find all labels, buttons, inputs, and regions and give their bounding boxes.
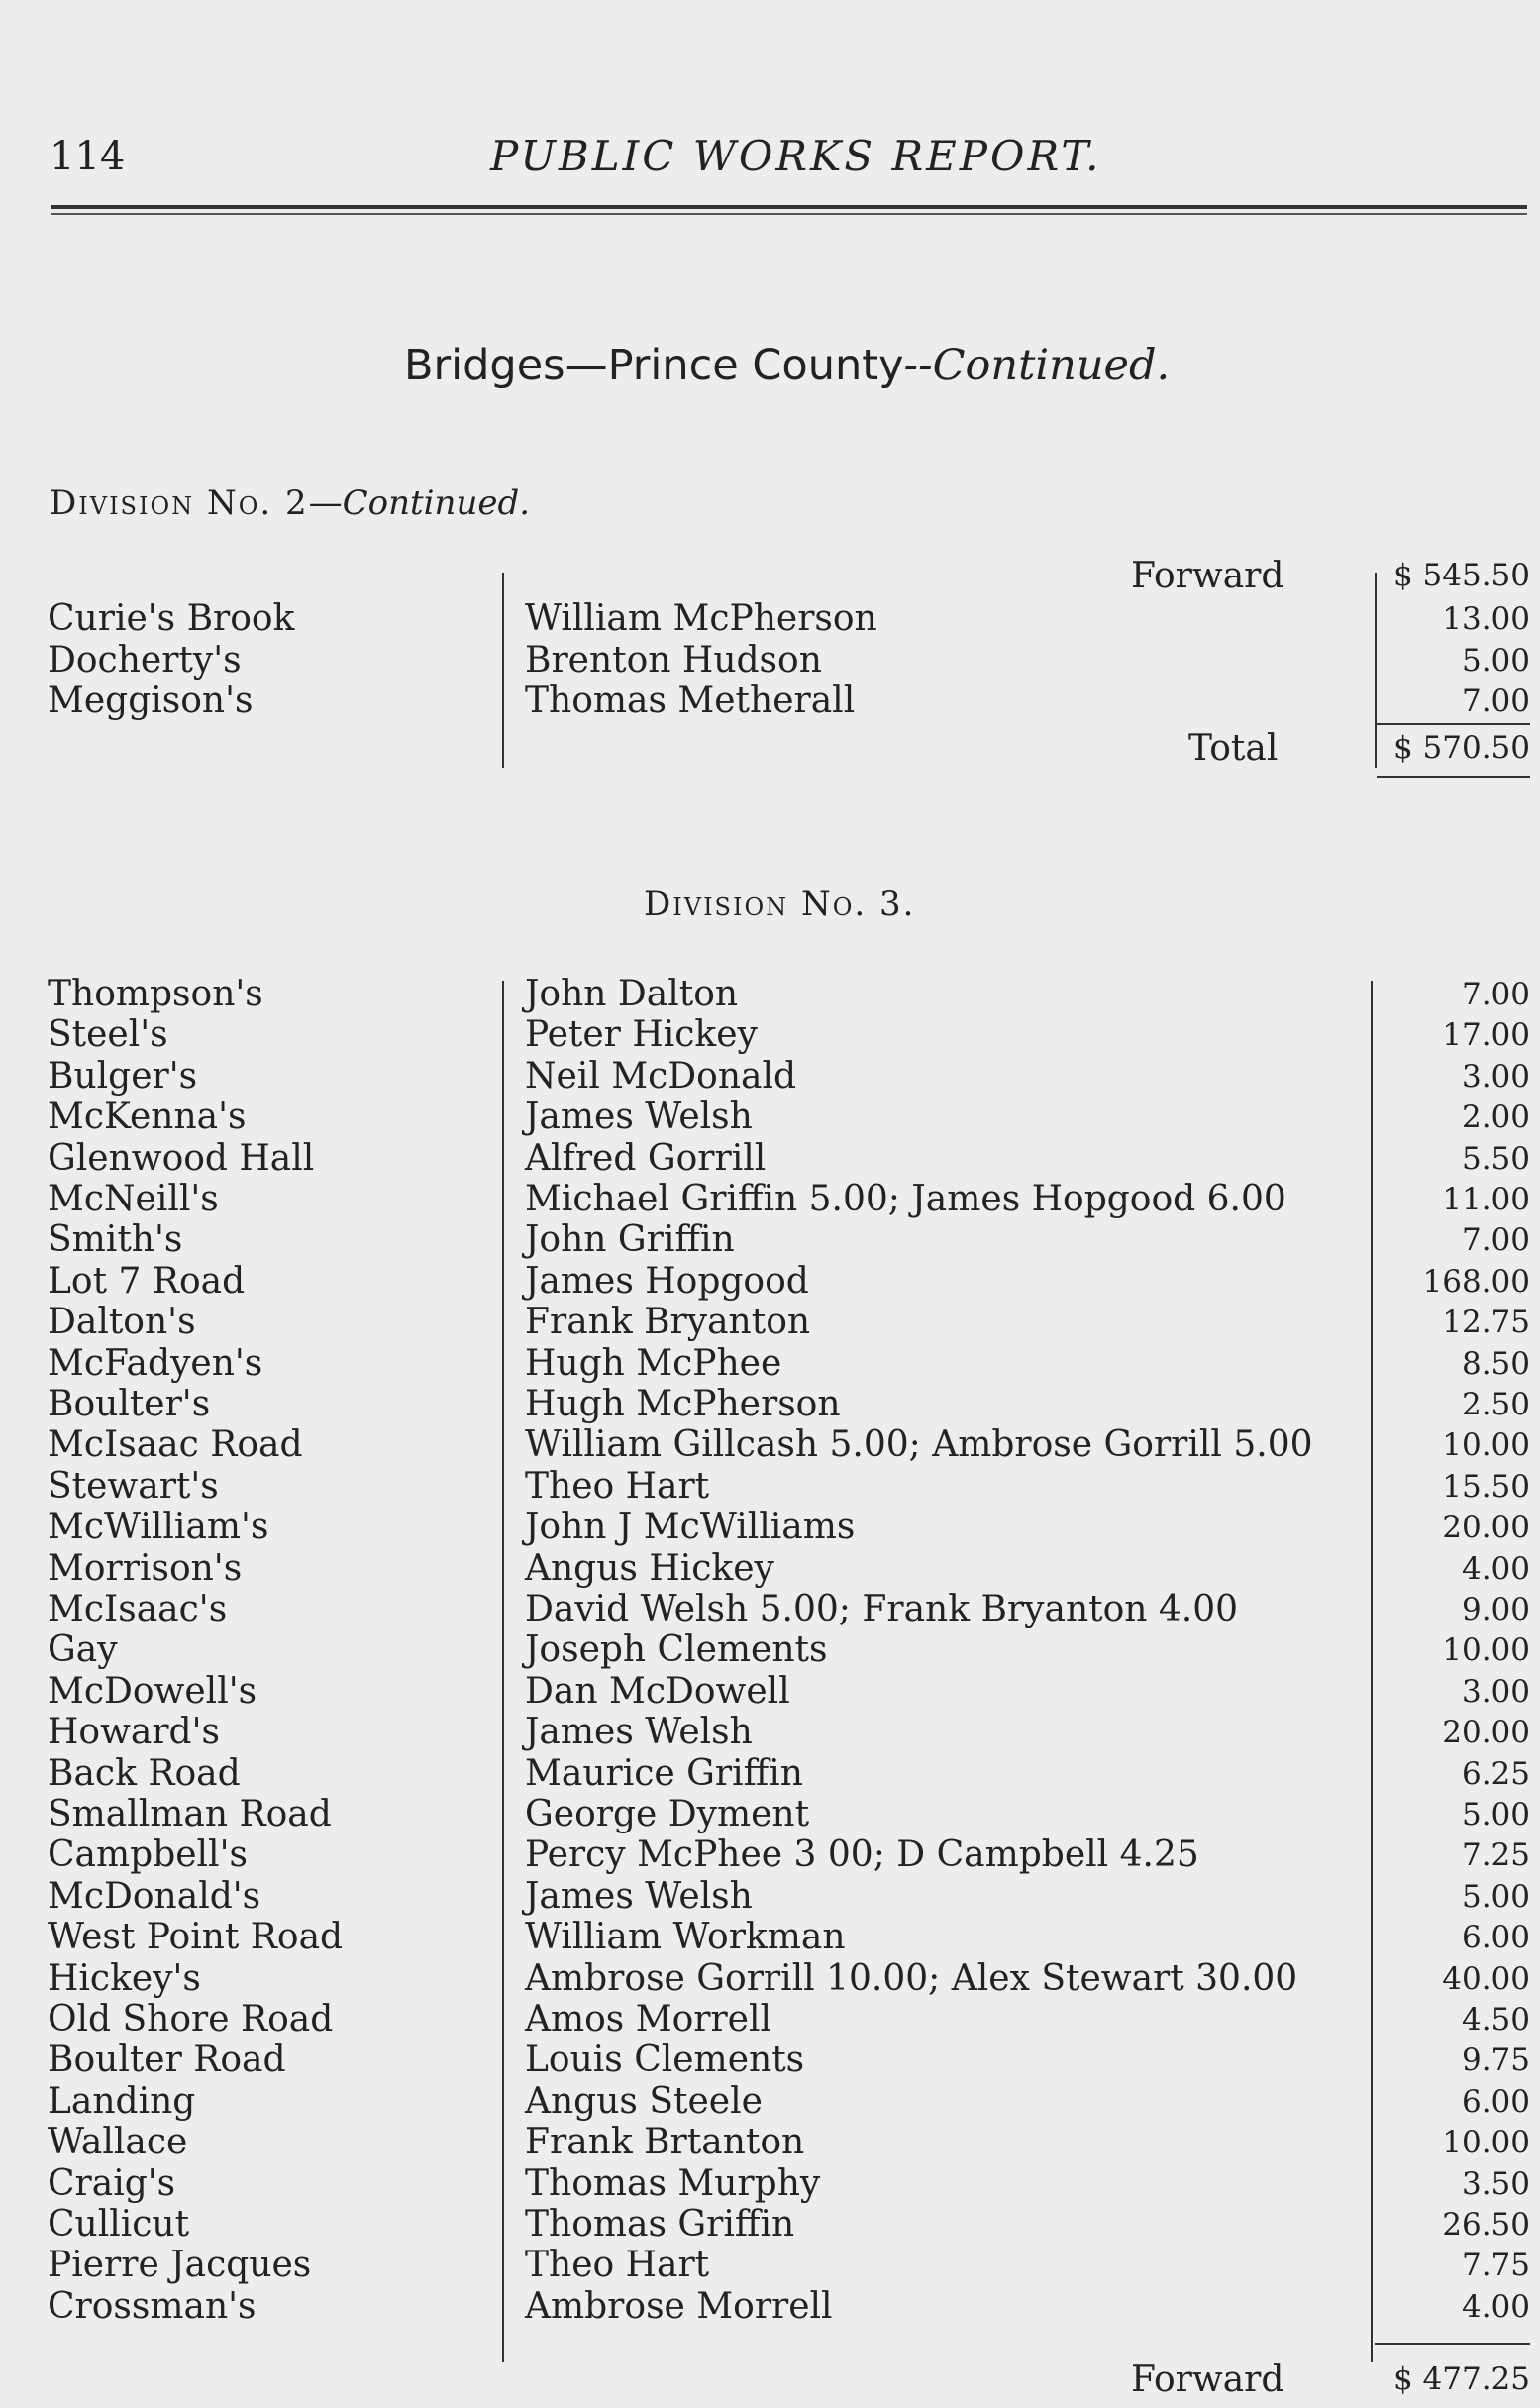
bridge-name: Hickey's [48, 1957, 201, 1999]
contractor-name: Louis Clements [525, 2040, 805, 2081]
division-3-forward-amount: $ 477.25 [1392, 2361, 1530, 2397]
amount: 17.00 [1442, 1017, 1530, 1054]
amount: 10.00 [1442, 1632, 1530, 1669]
division-3-amount-divider [1371, 981, 1373, 2362]
amount: 20.00 [1442, 1510, 1530, 1546]
division-3-heading: Division No. 3. [644, 885, 916, 924]
contractor-name: William McPherson [525, 598, 877, 639]
bridge-name: Old Shore Road [48, 1999, 334, 2040]
amount: 10.00 [1442, 2125, 1530, 2161]
division-2-suffix: —Continued. [308, 483, 531, 523]
bridge-name: West Point Road [48, 1917, 344, 1958]
bridge-name: Back Road [48, 1752, 241, 1794]
amount: 3.00 [1461, 1673, 1530, 1710]
contractor-name: Thomas Metherall [525, 681, 856, 721]
contractor-name: Theo Hart [525, 2245, 710, 2286]
header-rule-thin [51, 213, 1527, 215]
amount: 7.00 [1461, 977, 1530, 1012]
division-3-forward-label: Forward [1131, 2359, 1284, 2400]
bridge-name: Thompson's [48, 974, 263, 1014]
amount: 7.00 [1461, 1222, 1530, 1259]
bridge-name: Landing [48, 2080, 196, 2122]
bridge-name: Lot 7 Road [48, 1260, 246, 1302]
amount: 9.00 [1461, 1592, 1530, 1627]
bridge-name: McFadyen's [48, 1342, 263, 1384]
contractor-name: Hugh McPhee [525, 1342, 782, 1384]
bridge-name: McNeill's [48, 1179, 219, 1219]
running-title: PUBLIC WORKS REPORT. [490, 132, 1102, 180]
contractor-name: Frank Brtanton [525, 2122, 805, 2163]
contractor-name: George Dyment [525, 1794, 810, 1834]
amount: 168.00 [1422, 1263, 1530, 1300]
amount: 6.25 [1461, 1755, 1530, 1792]
amount: 7.00 [1461, 683, 1530, 719]
bridge-name: Morrison's [48, 1547, 243, 1589]
bridge-name: Docherty's [48, 639, 242, 681]
bridge-name: McWilliam's [48, 1507, 269, 1548]
contractor-name: Dan McDowell [525, 1670, 790, 1712]
bridge-name: Wallace [48, 2122, 188, 2163]
amount: 4.00 [1461, 2288, 1530, 2325]
contractor-name: Neil McDonald [525, 1055, 797, 1097]
bridge-name: Boulter Road [48, 2040, 286, 2081]
contractor-name: James Welsh [525, 1712, 753, 1753]
contractor-name: Thomas Griffin [525, 2204, 795, 2245]
bridge-name: Craig's [48, 2162, 176, 2204]
contractor-name: James Hopgood [525, 1260, 809, 1302]
bridge-name: Bulger's [48, 1055, 198, 1097]
amount: 7.75 [1461, 2248, 1530, 2284]
section-title-main: Bridges—Prince County [404, 341, 904, 390]
contractor-name: Frank Bryanton [525, 1302, 811, 1343]
division-2-total-rule [1377, 776, 1530, 778]
division-2-forward-label: Forward [1131, 556, 1284, 596]
bridge-name: Glenwood Hall [48, 1137, 315, 1179]
section-title-suffix: --Continued. [903, 341, 1171, 390]
contractor-name: William Workman [525, 1917, 846, 1958]
contractor-name: Maurice Griffin [525, 1752, 803, 1794]
bridge-name: Pierre Jacques [48, 2245, 312, 2286]
amount: 5.00 [1461, 642, 1530, 679]
contractor-name: Alfred Gorrill [525, 1137, 767, 1179]
bridge-name: Meggison's [48, 681, 254, 721]
bridge-name: McDowell's [48, 1670, 257, 1712]
amount: 15.50 [1442, 1468, 1530, 1505]
contractor-name: James Welsh [525, 1875, 753, 1917]
bridge-name: Boulter's [48, 1384, 211, 1424]
bridge-name: Howard's [48, 1712, 220, 1753]
amount: 7.25 [1461, 1837, 1530, 1874]
contractor-name: Hugh McPherson [525, 1384, 841, 1424]
amount: 3.00 [1461, 1058, 1530, 1095]
contractor-name: Thomas Murphy [525, 2162, 821, 2204]
division-2-total-amount: $ 570.50 [1392, 730, 1530, 766]
section-title [404, 341, 1170, 390]
contractor-name: John Griffin [525, 1219, 735, 1261]
amount: 3.50 [1461, 2165, 1530, 2202]
bridge-name: Stewart's [48, 1465, 219, 1507]
amount: 6.00 [1461, 1920, 1530, 1956]
amount: 13.00 [1442, 601, 1530, 637]
amount: 10.00 [1442, 1427, 1530, 1464]
division-2-amount-divider [1375, 573, 1377, 768]
contractor-name: Michael Griffin 5.00; James Hopgood 6.00 [525, 1179, 1286, 1219]
bridge-name: Smith's [48, 1219, 183, 1261]
amount: 5.50 [1461, 1140, 1530, 1177]
bridge-name: Campbell's [48, 1834, 248, 1876]
bridge-name: Crossman's [48, 2285, 257, 2327]
contractor-name: Angus Hickey [525, 1547, 774, 1589]
contractor-name: David Welsh 5.00; Frank Bryanton 4.00 [525, 1589, 1239, 1629]
bridge-name: Dalton's [48, 1302, 196, 1343]
amount: 6.00 [1461, 2083, 1530, 2120]
division-2-column-divider [502, 573, 504, 768]
amount: 9.75 [1461, 2042, 1530, 2079]
contractor-name: Ambrose Gorrill 10.00; Alex Stewart 30.00 [525, 1957, 1298, 1999]
amount: 5.00 [1461, 1878, 1530, 1915]
header-rule-thick [51, 205, 1527, 209]
bridge-name: McIsaac's [48, 1589, 228, 1629]
amount: 8.50 [1461, 1345, 1530, 1382]
bridge-name: McDonald's [48, 1875, 261, 1917]
division-2-total-label: Total [1188, 728, 1279, 769]
amount: 12.75 [1442, 1305, 1530, 1341]
contractor-name: Theo Hart [525, 1465, 710, 1507]
contractor-name: John Dalton [525, 974, 739, 1014]
bridge-name: Gay [48, 1629, 118, 1671]
bridge-name: Cullicut [48, 2204, 190, 2245]
division-2-forward-amount: $ 545.50 [1392, 558, 1530, 593]
contractor-name: William Gillcash 5.00; Ambrose Gorrill 5.00 [525, 1424, 1313, 1466]
amount: 11.00 [1442, 1182, 1530, 1217]
amount: 26.50 [1442, 2207, 1530, 2243]
amount: 4.50 [1461, 2002, 1530, 2038]
contractor-name: Angus Steele [525, 2080, 763, 2122]
division-3-column-divider [502, 981, 504, 2362]
division-3-sum-rule [1375, 2343, 1530, 2345]
contractor-name: Percy McPhee 3 00; D Campbell 4.25 [525, 1834, 1199, 1876]
contractor-name: Amos Morrell [525, 1999, 772, 2040]
contractor-name: Brenton Hudson [525, 639, 822, 681]
contractor-name: James Welsh [525, 1097, 753, 1138]
division-2-heading [50, 483, 530, 523]
contractor-name: Peter Hickey [525, 1014, 758, 1056]
amount: 4.00 [1461, 1550, 1530, 1587]
amount: 2.50 [1461, 1387, 1530, 1422]
bridge-name: McIsaac Road [48, 1424, 303, 1466]
bridge-name: Curie's Brook [48, 598, 295, 639]
amount: 2.00 [1461, 1099, 1530, 1136]
bridge-name: Steel's [48, 1014, 168, 1056]
amount: 40.00 [1442, 1960, 1530, 1997]
contractor-name: John J McWilliams [525, 1507, 856, 1548]
contractor-name: Ambrose Morrell [525, 2285, 833, 2327]
division-2-sum-rule [1377, 723, 1530, 725]
page-number: 114 [50, 134, 126, 179]
bridge-name: McKenna's [48, 1097, 247, 1138]
amount: 20.00 [1442, 1715, 1530, 1751]
bridge-name: Smallman Road [48, 1794, 332, 1834]
amount: 5.00 [1461, 1797, 1530, 1832]
division-2-label: Division No. 2 [50, 483, 309, 523]
contractor-name: Joseph Clements [525, 1629, 828, 1671]
